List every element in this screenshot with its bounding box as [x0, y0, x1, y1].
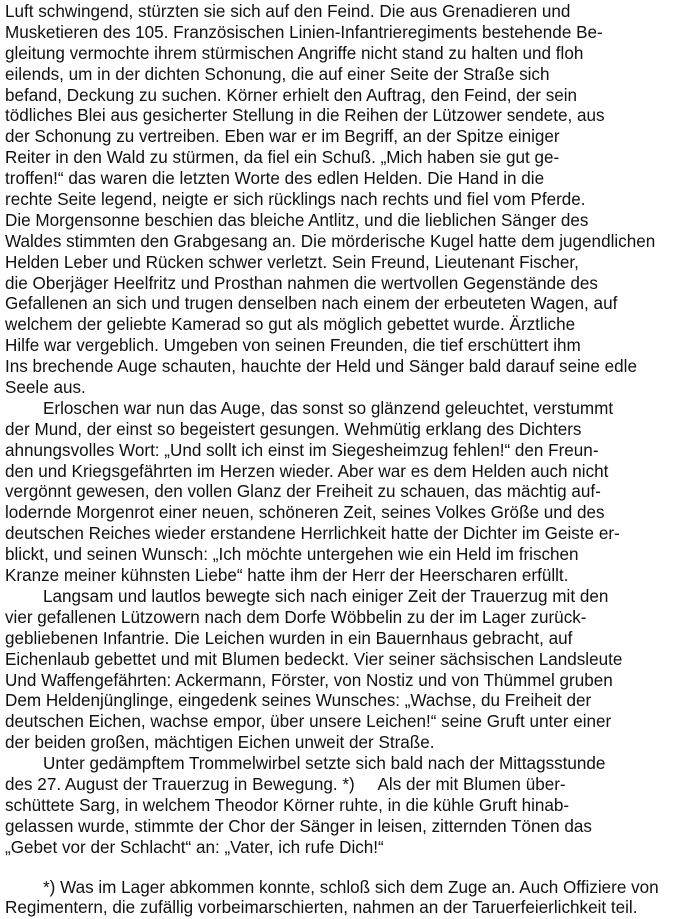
text-line: der beiden großen, mächtigen Eichen unweit der Straße. — [5, 733, 435, 753]
text-line: des 27. August der Trauerzug in Bewegung. *) Als der mit Blumen über- — [5, 774, 566, 794]
text-line: Hilfe war vergeblich. Umgeben von seinen Freunden, die tief erschüttert ihm — [5, 336, 581, 356]
text-line: vergönnt gewesen, den vollen Glanz der Freiheit zu schauen, das mächtig auf- — [5, 482, 601, 502]
text-line: Eichenlaub gebettet und mit Blumen bedeckt. Vier seiner sächsischen Landsleute — [5, 649, 623, 669]
text-line: den und Kriegsgefährten im Herzen wieder. Aber war es dem Helden auch nicht — [5, 461, 609, 481]
text-line: troffen!“ das waren die letzten Worte des edlen Helden. Die Hand in die — [5, 169, 545, 189]
text-line: Seele aus. — [5, 378, 86, 398]
text-line: deutschen Reiches wieder erstandene Herrlichkeit hatte der Dichter im Geiste er- — [5, 524, 620, 544]
text-line: schüttete Sarg, in welchem Theodor Körner ruhte, in die kühle Gruft hinab- — [5, 795, 570, 815]
footnote-line: *) Was im Lager abkommen konnte, schloß sich dem Zuge an. Auch Offiziere von — [5, 877, 659, 897]
text-line: die Oberjäger Heelfritz und Prosthan nahmen die wertvollen Gegenstände des — [5, 273, 598, 293]
text-line: Kranze meiner kühnsten Liebe“ hatte ihm der Herr der Heerscharen erfüllt. — [5, 566, 569, 586]
text-line: deutschen Eichen, wachse empor, über unsere Leichen!“ seine Gruft unter einer — [5, 712, 612, 732]
text-line: Dem Heldenjünglinge, eingedenk seines Wunsches: „Wachse, du Freiheit der — [5, 691, 592, 711]
paragraph — [5, 2, 697, 399]
paragraph — [5, 399, 697, 587]
text-line: Musketieren des 105. Französischen Linien-Infantrieregiments bestehende Be- — [5, 22, 603, 42]
text-line: Unter gedämpftem Trommelwirbel setzte sich bald nach der Mittagsstunde — [5, 754, 606, 774]
text-line: Die Morgensonne beschien das bleiche Antlitz, und die lieblichen Sänger des — [5, 210, 589, 230]
paragraph — [5, 587, 697, 754]
text-line: eilends, um in der dichten Schonung, die auf einer Seite der Straße sich — [5, 64, 550, 84]
text-line: tödliches Blei aus gesicherter Stellung in die Reihen der Lützower sendete, aus — [5, 106, 605, 126]
text-line: der Mund, der einst so begeistert gesungen. Wehmütig erklang des Dichters — [5, 419, 582, 439]
text-line: welchem der geliebte Kamerad so gut als möglich gebettet wurde. Ärztliche — [5, 315, 576, 335]
text-line: Luft schwingend, stürzten sie sich auf den Feind. Die aus Grenadieren und — [5, 2, 571, 21]
document-page — [5, 2, 697, 919]
text-line: rechte Seite legend, neigte er sich rücklings nach rechts und fiel vom Pferde. — [5, 190, 586, 210]
text-line: Erloschen war nun das Auge, das sonst so glänzend geleuchtet, verstummt — [5, 398, 614, 418]
text-line: Reiter in den Wald zu stürmen, da fiel ein Schuß. „Mich haben sie gut ge- — [5, 148, 560, 168]
text-line: Gefallenen an sich und trugen denselben nach einem der erbeuteten Wagen, auf — [5, 294, 618, 314]
text-line: der Schonung zu vertreiben. Eben war er im Begriff, an der Spitze einiger — [5, 127, 560, 147]
text-line: gelassen wurde, stimmte der Chor der Sänger in leisen, zitternden Tönen das — [5, 816, 592, 836]
text-line: blickt, und seinen Wunsch: „Ich möchte untergehen wie ein Held im frischen — [5, 545, 579, 565]
text-line: Helden Leber und Rücken schwer verletzt. Sein Freund, Lieutenant Fischer, — [5, 252, 579, 272]
footnote-line: Regimentern, die zufällig vorbeimarschierten, nahmen an der Taruerfeierlichkeit teil. — [5, 898, 638, 918]
body-text — [5, 2, 697, 859]
text-line: vier gefallenen Lützowern nach dem Dorfe Wöbbelin zu der im Lager zurück- — [5, 607, 587, 627]
text-line: gebliebenen Infantrie. Die Leichen wurden in ein Bauernhaus gebracht, auf — [5, 628, 573, 648]
text-line: Waldes stimmten den Grabgesang an. Die mörderische Kugel hatte dem jugendlichen — [5, 231, 656, 251]
text-line: Ins brechende Auge schauten, hauchte der Held und Sänger bald darauf seine edle — [5, 357, 637, 377]
text-line: gleitung vermochte ihrem stürmischen Angriffe nicht stand zu halten und floh — [5, 43, 584, 63]
text-line: Und Waffengefährten: Ackermann, Förster, von Nostiz und von Thümmel gruben — [5, 670, 613, 690]
text-line: Langsam und lautlos bewegte sich nach einiger Zeit der Trauerzug mit den — [5, 586, 609, 606]
text-line: ahnungsvolles Wort: „Und sollt ich einst im Siegesheimzug fehlen!“ den Freun- — [5, 440, 599, 460]
text-line: lodernde Morgenrot einer neuen, schöneren Zeit, seines Volkes Größe und des — [5, 503, 605, 523]
text-line: „Gebet vor der Schlacht“ an: „Vater, ich rufe Dich!“ — [5, 837, 384, 857]
paragraph — [5, 754, 697, 858]
text-line: befand, Deckung zu suchen. Körner erhielt den Auftrag, den Feind, der sein — [5, 85, 578, 105]
footnote — [5, 878, 697, 919]
